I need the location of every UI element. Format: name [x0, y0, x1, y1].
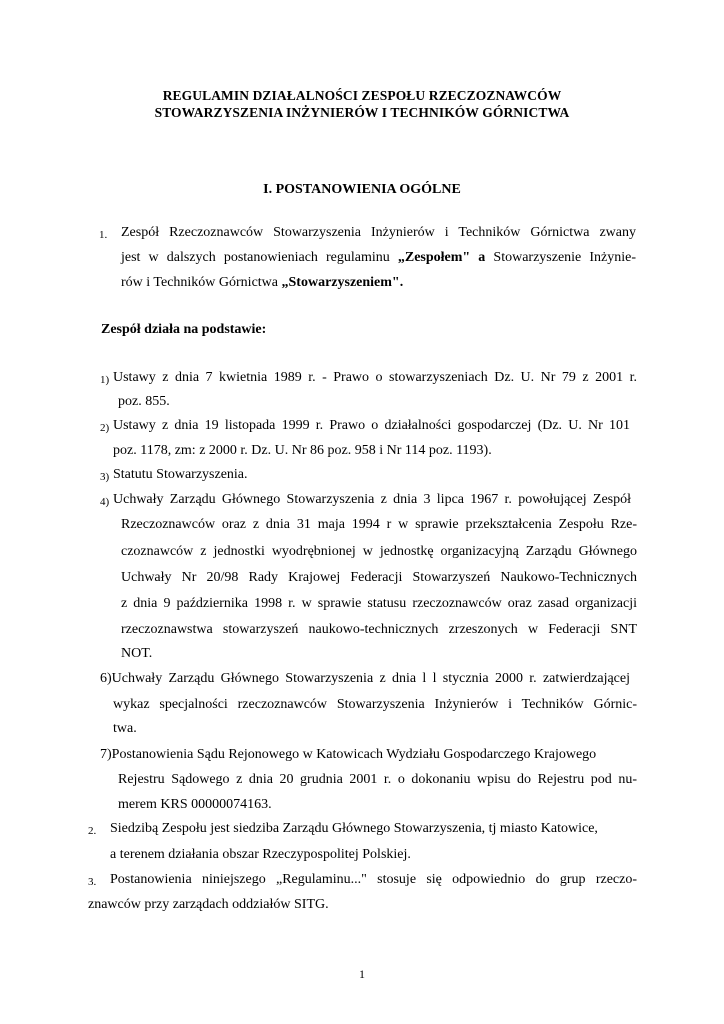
basis-item-4-line-3: czoznawców z jednostki wyodrębnionej w jednostkę organizacyjną Zarządu Głównego — [121, 544, 637, 559]
basis-item-7-line-1: 7)Postanowienia Sądu Rejonowego w Katowicach Wydziału Gospodarczego Krajowego — [100, 747, 597, 762]
basis-item-1-line-2: poz. 855. — [118, 394, 170, 409]
basis-item-2-line-2: poz. 1178, zm: z 2000 r. Dz. U. Nr 86 poz. 958 i Nr 114 poz. 1193). — [113, 443, 492, 458]
basis-item-6-line-3: twa. — [113, 721, 137, 736]
paragraph-1-line-2-text: jest w dalszych postanowieniach regulaminu — [121, 250, 398, 265]
document-title-line-1: REGULAMIN DZIAŁALNOŚCI ZESPOŁU RZECZOZNAWCÓW — [162, 88, 562, 103]
basis-item-6-line-2: wykaz specjalności rzeczoznawców Stowarzyszenia Inżynierów i Techników Górnic- — [113, 697, 637, 712]
paragraph-1-number: 1. — [99, 229, 108, 241]
document-title-line-2: STOWARZYSZENIA INŻYNIERÓW I TECHNIKÓW GÓRNICTWA — [154, 105, 570, 120]
basis-item-4-line-5: z dnia 9 października 1998 r. w sprawie statusu rzeczoznawców oraz zasad organizacji — [121, 596, 637, 611]
basis-item-6-line-1: 6)Uchwały Zarządu Głównego Stowarzyszenia z dnia l l stycznia 2000 r. zatwierdzającej — [100, 671, 630, 686]
basis-item-2-line-1: Ustawy z dnia 19 listopada 1999 r. Prawo o działalności gospodarczej (Dz. U. Nr 101 — [113, 418, 630, 433]
paragraph-1-line-1: Zespół Rzeczoznawców Stowarzyszenia Inżynierów i Techników Górnictwa zwany — [121, 225, 636, 240]
zespol-term: „Zespołem" a — [397, 250, 486, 265]
paragraph-3-line-1: Postanowienia niniejszego „Regulaminu..." stosuje się odpowiednio do grup rzeczo- — [110, 872, 637, 887]
basis-item-4-line-6: rzeczoznawstwa stowarzyszeń naukowo-technicznych zrzeszonych w Federacji SNT — [121, 622, 637, 637]
basis-item-1-line-1: Ustawy z dnia 7 kwietnia 1989 r. - Prawo o stowarzyszeniach Dz. U. Nr 79 z 2001 r. — [113, 370, 637, 385]
page-number: 1 — [359, 967, 365, 981]
basis-item-1-number: 1) — [100, 374, 110, 386]
paragraph-2-line-1: Siedzibą Zespołu jest siedziba Zarządu Głównego Stowarzyszenia, tj miasto Katowice, — [110, 821, 598, 836]
paragraph-1-line-2-end: Stowarzyszenie Inżynie- — [485, 250, 637, 265]
paragraph-3-number: 3. — [88, 876, 97, 888]
basis-item-4-line-1: Uchwały Zarządu Głównego Stowarzyszenia z dnia 3 lipca 1967 r. powołującej Zespół — [113, 492, 631, 507]
paragraph-1-line-3-text: rów i Techników Górnictwa — [121, 275, 282, 290]
paragraph-1-line-3 — [121, 276, 403, 290]
basis-item-4-line-7: NOT. — [121, 646, 153, 661]
basis-item-4-line-2: Rzeczoznawców oraz z dnia 31 maja 1994 r w sprawie przekształcenia Zespołu Rze- — [121, 517, 637, 532]
basis-item-7-line-3: merem KRS 00000074163. — [118, 797, 272, 812]
stowarzyszenie-term: „Stowarzyszeniem". — [281, 275, 404, 290]
basis-item-4-number: 4) — [100, 496, 110, 508]
basis-item-3-number: 3) — [100, 471, 110, 483]
paragraph-2-number: 2. — [88, 825, 97, 837]
basis-item-7-line-2: Rejestru Sądowego z dnia 20 grudnia 2001 r. o dokonaniu wpisu do Rejestru pod nu- — [118, 772, 637, 787]
basis-heading: Zespół działa na podstawie: — [101, 322, 267, 337]
basis-item-4-line-4: Uchwały Nr 20/98 Rady Krajowej Federacji Stowarzyszeń Naukowo-Technicznych — [121, 570, 637, 585]
paragraph-2-line-2: a terenem działania obszar Rzeczypospolitej Polskiej. — [110, 847, 411, 862]
basis-item-2-number: 2) — [100, 422, 110, 434]
paragraph-3-line-2: znawców przy zarządach oddziałów SITG. — [88, 897, 329, 912]
paragraph-1-line-2 — [121, 251, 636, 265]
basis-item-3-line-1: Statutu Stowarzyszenia. — [113, 467, 248, 482]
section-heading: I. POSTANOWIENIA OGÓLNE — [263, 182, 461, 197]
